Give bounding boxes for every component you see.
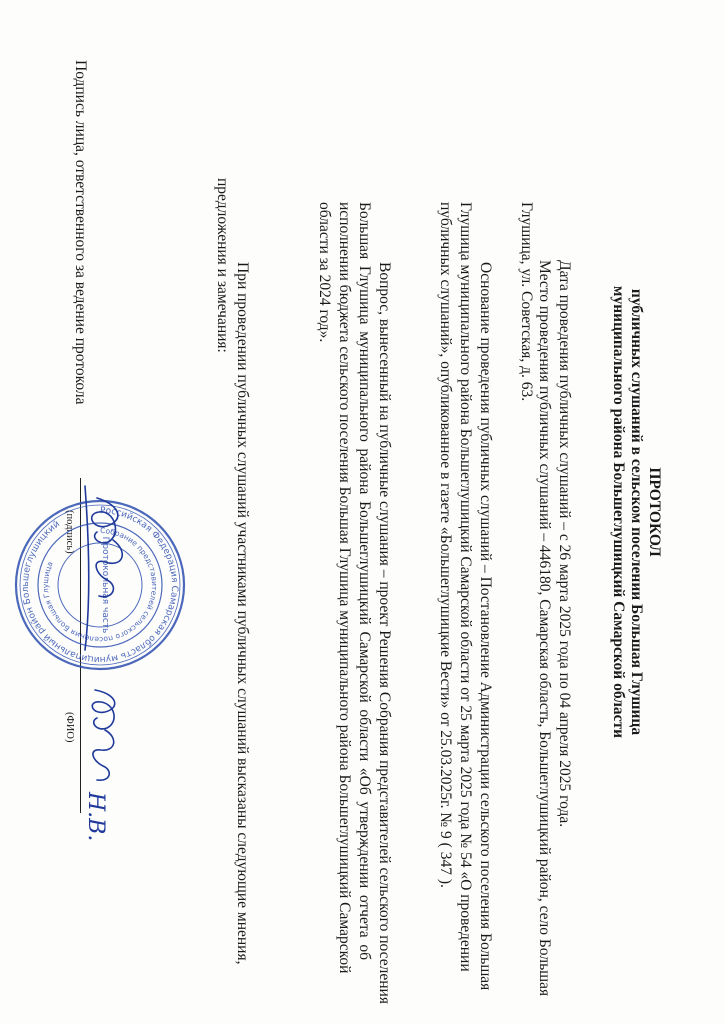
date-line: Дата проведения публичных слушаний – с 26 марта 2025 года по 04 апреля 2025 года.: [556, 260, 573, 828]
stamp-center-text: Протокольная часть: [100, 536, 110, 634]
signature-name: Н.В.: [83, 792, 108, 842]
basis-line-2: Глушица муниципального района Большеглушицкий Самарской области от 25 марта 2025 года № 54 «О проведении: [457, 202, 474, 972]
signature-label: Подпись лица, ответственного за ведение протокола: [72, 60, 89, 405]
stamp-middle-text: Собрание представителей сельского поселения Большая Глушица: [40, 525, 160, 645]
question-line-2: Большая Глушица муниципального района Большеглушицкий Самарской области «Об утверждении отчета об: [356, 202, 373, 960]
place-line-1: Место проведения публичных слушаний – 446180, Самарская область, Большеглушицкий район, село Большая: [536, 260, 553, 997]
place-line-2: Глушица, ул. Советская, д. 63.: [518, 202, 535, 402]
document-subtitle-1: публичных слушаний в сельском поселении Большая Глушица: [628, 288, 645, 736]
basis-line-3: публичных слушаний», опубликованное в газете «Большеглушицкие Вести» от 25.03.2025г. № 9 ( 347 ).: [437, 202, 454, 888]
handwritten-name-icon: [92, 690, 114, 780]
question-line-3: исполнении бюджета сельского поселения Большая Глушица муниципального района Большеглушицкий Самарской: [336, 202, 353, 974]
document-subtitle-2: муниципального района Большеглушицкий Самарской области: [610, 285, 627, 739]
fio-caption: (ФИО): [64, 712, 75, 743]
question-line-1: Вопрос, вынесенный на публичные слушания – проект Решения Собрания представителей сельского поселения: [376, 262, 393, 1004]
document-title: ПРОТОКОЛ: [646, 467, 663, 557]
opinions-line-1: При проведении публичных слушаний участниками публичных слушаний высказаны следующие мнения,: [234, 262, 251, 965]
signature-caption: (подпись): [64, 510, 75, 554]
stamp-outer-text: Российская Федерация Самарская область муниципальный район Большеглушицкий: [20, 505, 180, 665]
basis-line-1: Основание проведения публичных слушаний – Постановление Администрации сельского поселения Большая: [477, 262, 494, 991]
question-line-4: области за 2024 год».: [316, 202, 333, 343]
opinions-line-2: предложения и замечания:: [214, 178, 231, 353]
